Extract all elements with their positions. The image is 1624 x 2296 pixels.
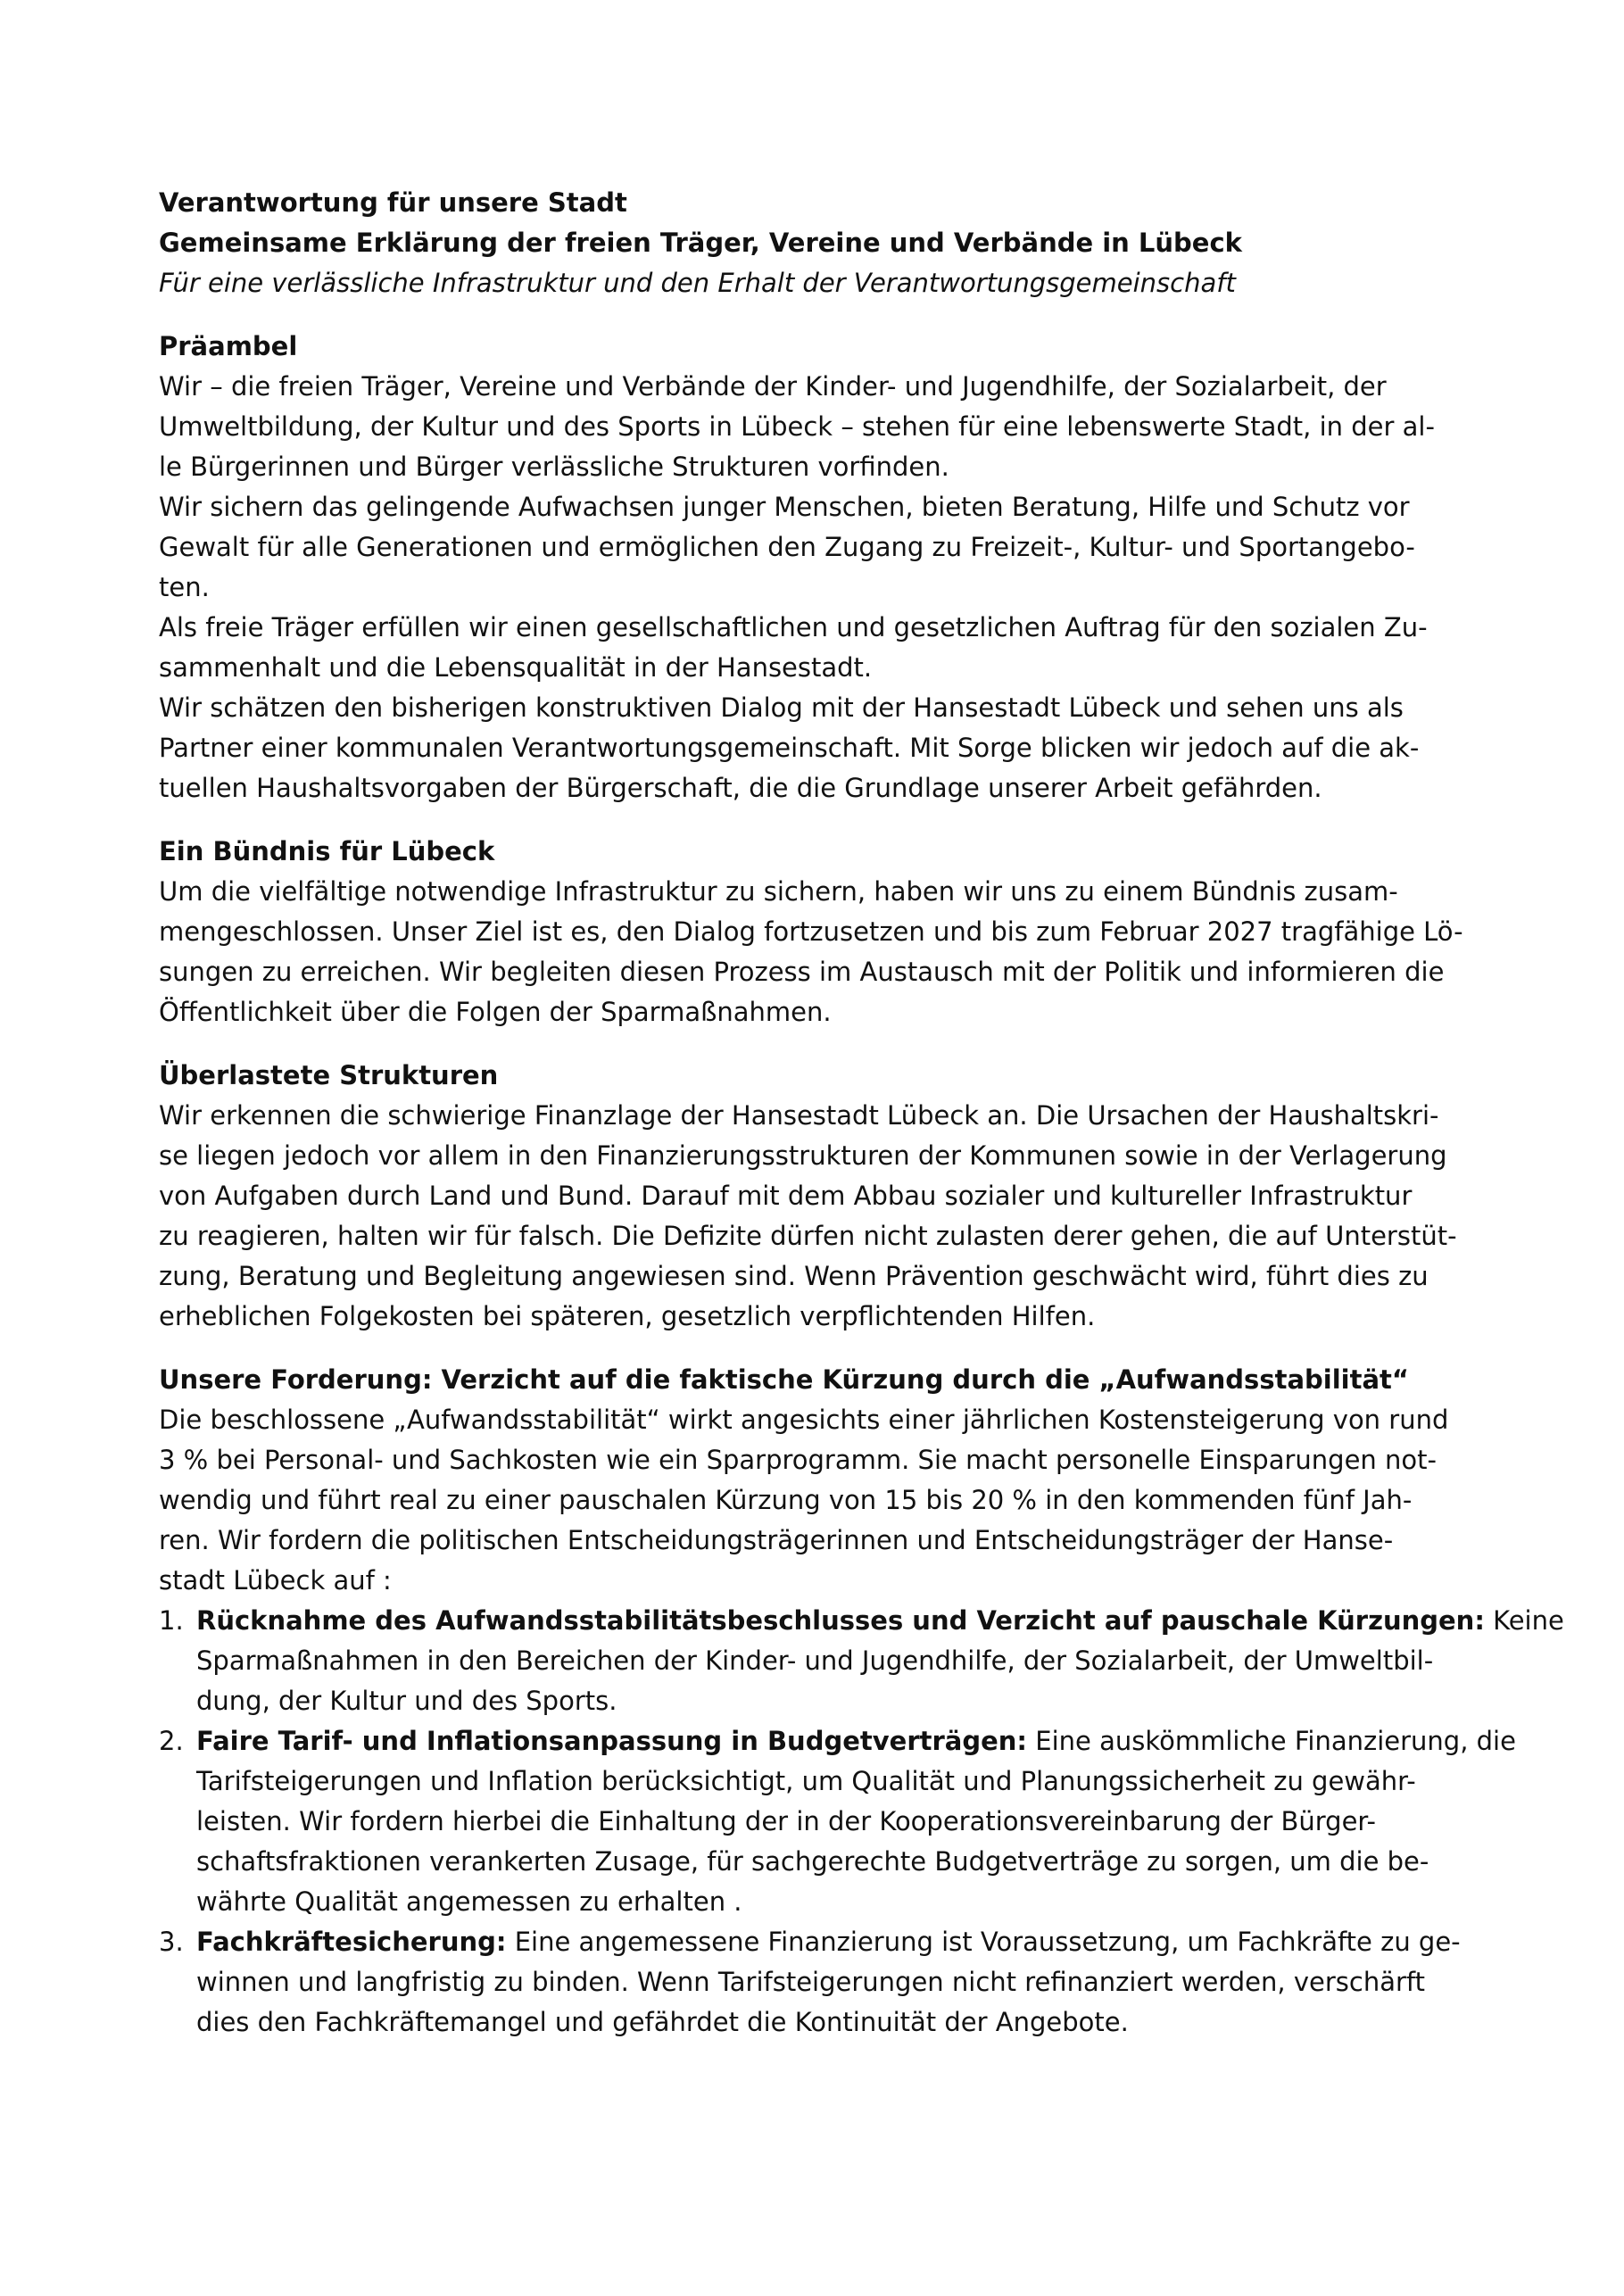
document-title: Verantwortung für unsere Stadt bbox=[159, 187, 627, 218]
text-line: dies den Fachkräftemangel und gefährdet die Kontinuität der Angebote. bbox=[196, 2007, 1129, 2037]
demand-item bbox=[159, 1721, 1516, 1922]
text-line: Gewalt für alle Generationen und ermöglichen den Zugang zu Freizeit-, Kultur- und Sportangebo- bbox=[159, 532, 1415, 562]
text-line bbox=[196, 1922, 1481, 1962]
demand-title: Faire Tarif- und Inflationsanpassung in Budgetverträgen: bbox=[196, 1726, 1028, 1756]
demand-item bbox=[159, 1601, 1564, 1721]
demand-text: Eine angemessene Finanzierung ist Voraussetzung, um Fachkräfte zu ge- bbox=[506, 1927, 1461, 1957]
text-line: zu reagieren, halten wir für falsch. Die Defizite dürfen nicht zulasten derer gehen, die auf Unterstüt- bbox=[159, 1221, 1457, 1251]
section-heading: Präambel bbox=[159, 331, 298, 361]
demand-title: Rücknahme des Aufwandsstabilitätsbeschlusses und Verzicht auf pauschale Kürzungen: bbox=[196, 1605, 1485, 1636]
text-line: erheblichen Folgekosten bei späteren, gesetzlich verpflichtenden Hilfen. bbox=[159, 1301, 1096, 1331]
demand-text: Eine auskömmliche Finanzierung, die bbox=[1027, 1726, 1516, 1756]
text-line: Partner einer kommunalen Verantwortungsgemeinschaft. Mit Sorge blicken wir jedoch auf die ak- bbox=[159, 733, 1420, 763]
demands-list bbox=[159, 1601, 1564, 2043]
text-line: mengeschlossen. Unser Ziel ist es, den Dialog fortzusetzen und bis zum Februar 2027 tragfähige Lö- bbox=[159, 916, 1463, 947]
section-heading: Überlastete Strukturen bbox=[159, 1060, 499, 1090]
demand-title: Fachkräftesicherung: bbox=[196, 1927, 507, 1957]
document-body bbox=[159, 183, 1564, 2043]
text-line: von Aufgaben durch Land und Bund. Darauf mit dem Abbau sozialer und kultureller Infrastruktur bbox=[159, 1181, 1413, 1211]
text-line: Die beschlossene „Aufwandsstabilität“ wirkt angesichts einer jährlichen Kostensteigerung von rund bbox=[159, 1405, 1449, 1435]
list-number: 1. bbox=[159, 1605, 184, 1636]
text-line: Umweltbildung, der Kultur und des Sports in Lübeck – stehen für eine lebenswerte Stadt, in der al- bbox=[159, 411, 1435, 442]
demand-text: Keine bbox=[1484, 1605, 1564, 1636]
section-buendnis bbox=[159, 832, 1481, 1032]
text-line bbox=[196, 1721, 1516, 1761]
demand-item bbox=[159, 1922, 1481, 2043]
section-strukturen bbox=[159, 1056, 1481, 1337]
section-heading: Unsere Forderung: Verzicht auf die faktische Kürzung durch die „Aufwandsstabilität“ bbox=[159, 1364, 1409, 1395]
text-line: tuellen Haushaltsvorgaben der Bürgerschaft, die die Grundlage unserer Arbeit gefährden. bbox=[159, 773, 1322, 803]
section-text bbox=[159, 367, 1481, 808]
text-line: zung, Beratung und Begleitung angewiesen sind. Wenn Prävention geschwächt wird, führt dies zu bbox=[159, 1261, 1429, 1291]
text-line: stadt Lübeck auf : bbox=[159, 1565, 392, 1596]
list-number: 3. bbox=[159, 1927, 184, 1957]
text-line bbox=[196, 1601, 1564, 1641]
text-line: sammenhalt und die Lebensqualität in der Hansestadt. bbox=[159, 652, 873, 683]
text-line: leisten. Wir fordern hierbei die Einhaltung der in der Kooperationsvereinbarung der Bürger- bbox=[196, 1806, 1376, 1836]
text-line: währte Qualität angemessen zu erhalten . bbox=[196, 1886, 742, 1917]
text-line: Wir – die freien Träger, Vereine und Verbände der Kinder- und Jugendhilfe, der Sozialarbeit, der bbox=[159, 371, 1387, 402]
text-line: Wir erkennen die schwierige Finanzlage der Hansestadt Lübeck an. Die Ursachen der Haushaltskri- bbox=[159, 1100, 1439, 1131]
section-text bbox=[159, 1400, 1481, 1601]
text-line: ren. Wir fordern die politischen Entscheidungsträgerinnen und Entscheidungsträger der Hanse- bbox=[159, 1525, 1394, 1555]
section-praeambel bbox=[159, 327, 1481, 808]
text-line: ten. bbox=[159, 572, 210, 602]
document-tagline: Für eine verlässliche Infrastruktur und den Erhalt der Verantwortungsgemeinschaft bbox=[159, 268, 1236, 298]
text-line: Wir schätzen den bisherigen konstruktiven Dialog mit der Hansestadt Lübeck und sehen uns als bbox=[159, 692, 1404, 723]
text-line: winnen und langfristig zu binden. Wenn Tarifsteigerungen nicht refinanziert werden, verschärft bbox=[196, 1967, 1425, 1997]
text-line: dung, der Kultur und des Sports. bbox=[196, 1686, 617, 1716]
text-line: le Bürgerinnen und Bürger verlässliche Strukturen vorfinden. bbox=[159, 452, 949, 482]
text-line: se liegen jedoch vor allem in den Finanzierungsstrukturen der Kommunen sowie in der Verlagerung bbox=[159, 1140, 1447, 1171]
text-line: Tarifsteigerungen und Inflation berücksichtigt, um Qualität und Planungssicherheit zu gewähr- bbox=[196, 1766, 1416, 1796]
text-line: Öffentlichkeit über die Folgen der Sparmaßnahmen. bbox=[159, 997, 832, 1027]
section-forderung bbox=[159, 1360, 1564, 2043]
section-heading: Ein Bündnis für Lübeck bbox=[159, 836, 495, 866]
list-number: 2. bbox=[159, 1726, 184, 1756]
section-text bbox=[159, 1096, 1481, 1337]
section-text bbox=[159, 872, 1481, 1032]
text-line: Sparmaßnahmen in den Bereichen der Kinder- und Jugendhilfe, der Sozialarbeit, der Umweltbil- bbox=[196, 1645, 1434, 1676]
text-line: Um die vielfältige notwendige Infrastruktur zu sichern, haben wir uns zu einem Bündnis zusam- bbox=[159, 876, 1398, 907]
text-line: Wir sichern das gelingende Aufwachsen junger Menschen, bieten Beratung, Hilfe und Schutz vor bbox=[159, 492, 1410, 522]
text-line: sungen zu erreichen. Wir begleiten diesen Prozess im Austausch mit der Politik und informieren die bbox=[159, 957, 1445, 987]
text-line: schaftsfraktionen verankerten Zusage, für sachgerechte Budgetverträge zu sorgen, um die be- bbox=[196, 1846, 1429, 1877]
text-line: 3 % bei Personal- und Sachkosten wie ein Sparprogramm. Sie macht personelle Einsparungen not- bbox=[159, 1445, 1437, 1475]
document-subtitle: Gemeinsame Erklärung der freien Träger, Vereine und Verbände in Lübeck bbox=[159, 228, 1242, 258]
text-line: wendig und führt real zu einer pauschalen Kürzung von 15 bis 20 % in den kommenden fünf Jah- bbox=[159, 1485, 1413, 1515]
text-line: Als freie Träger erfüllen wir einen gesellschaftlichen und gesetzlichen Auftrag für den sozialen Zu- bbox=[159, 612, 1428, 642]
